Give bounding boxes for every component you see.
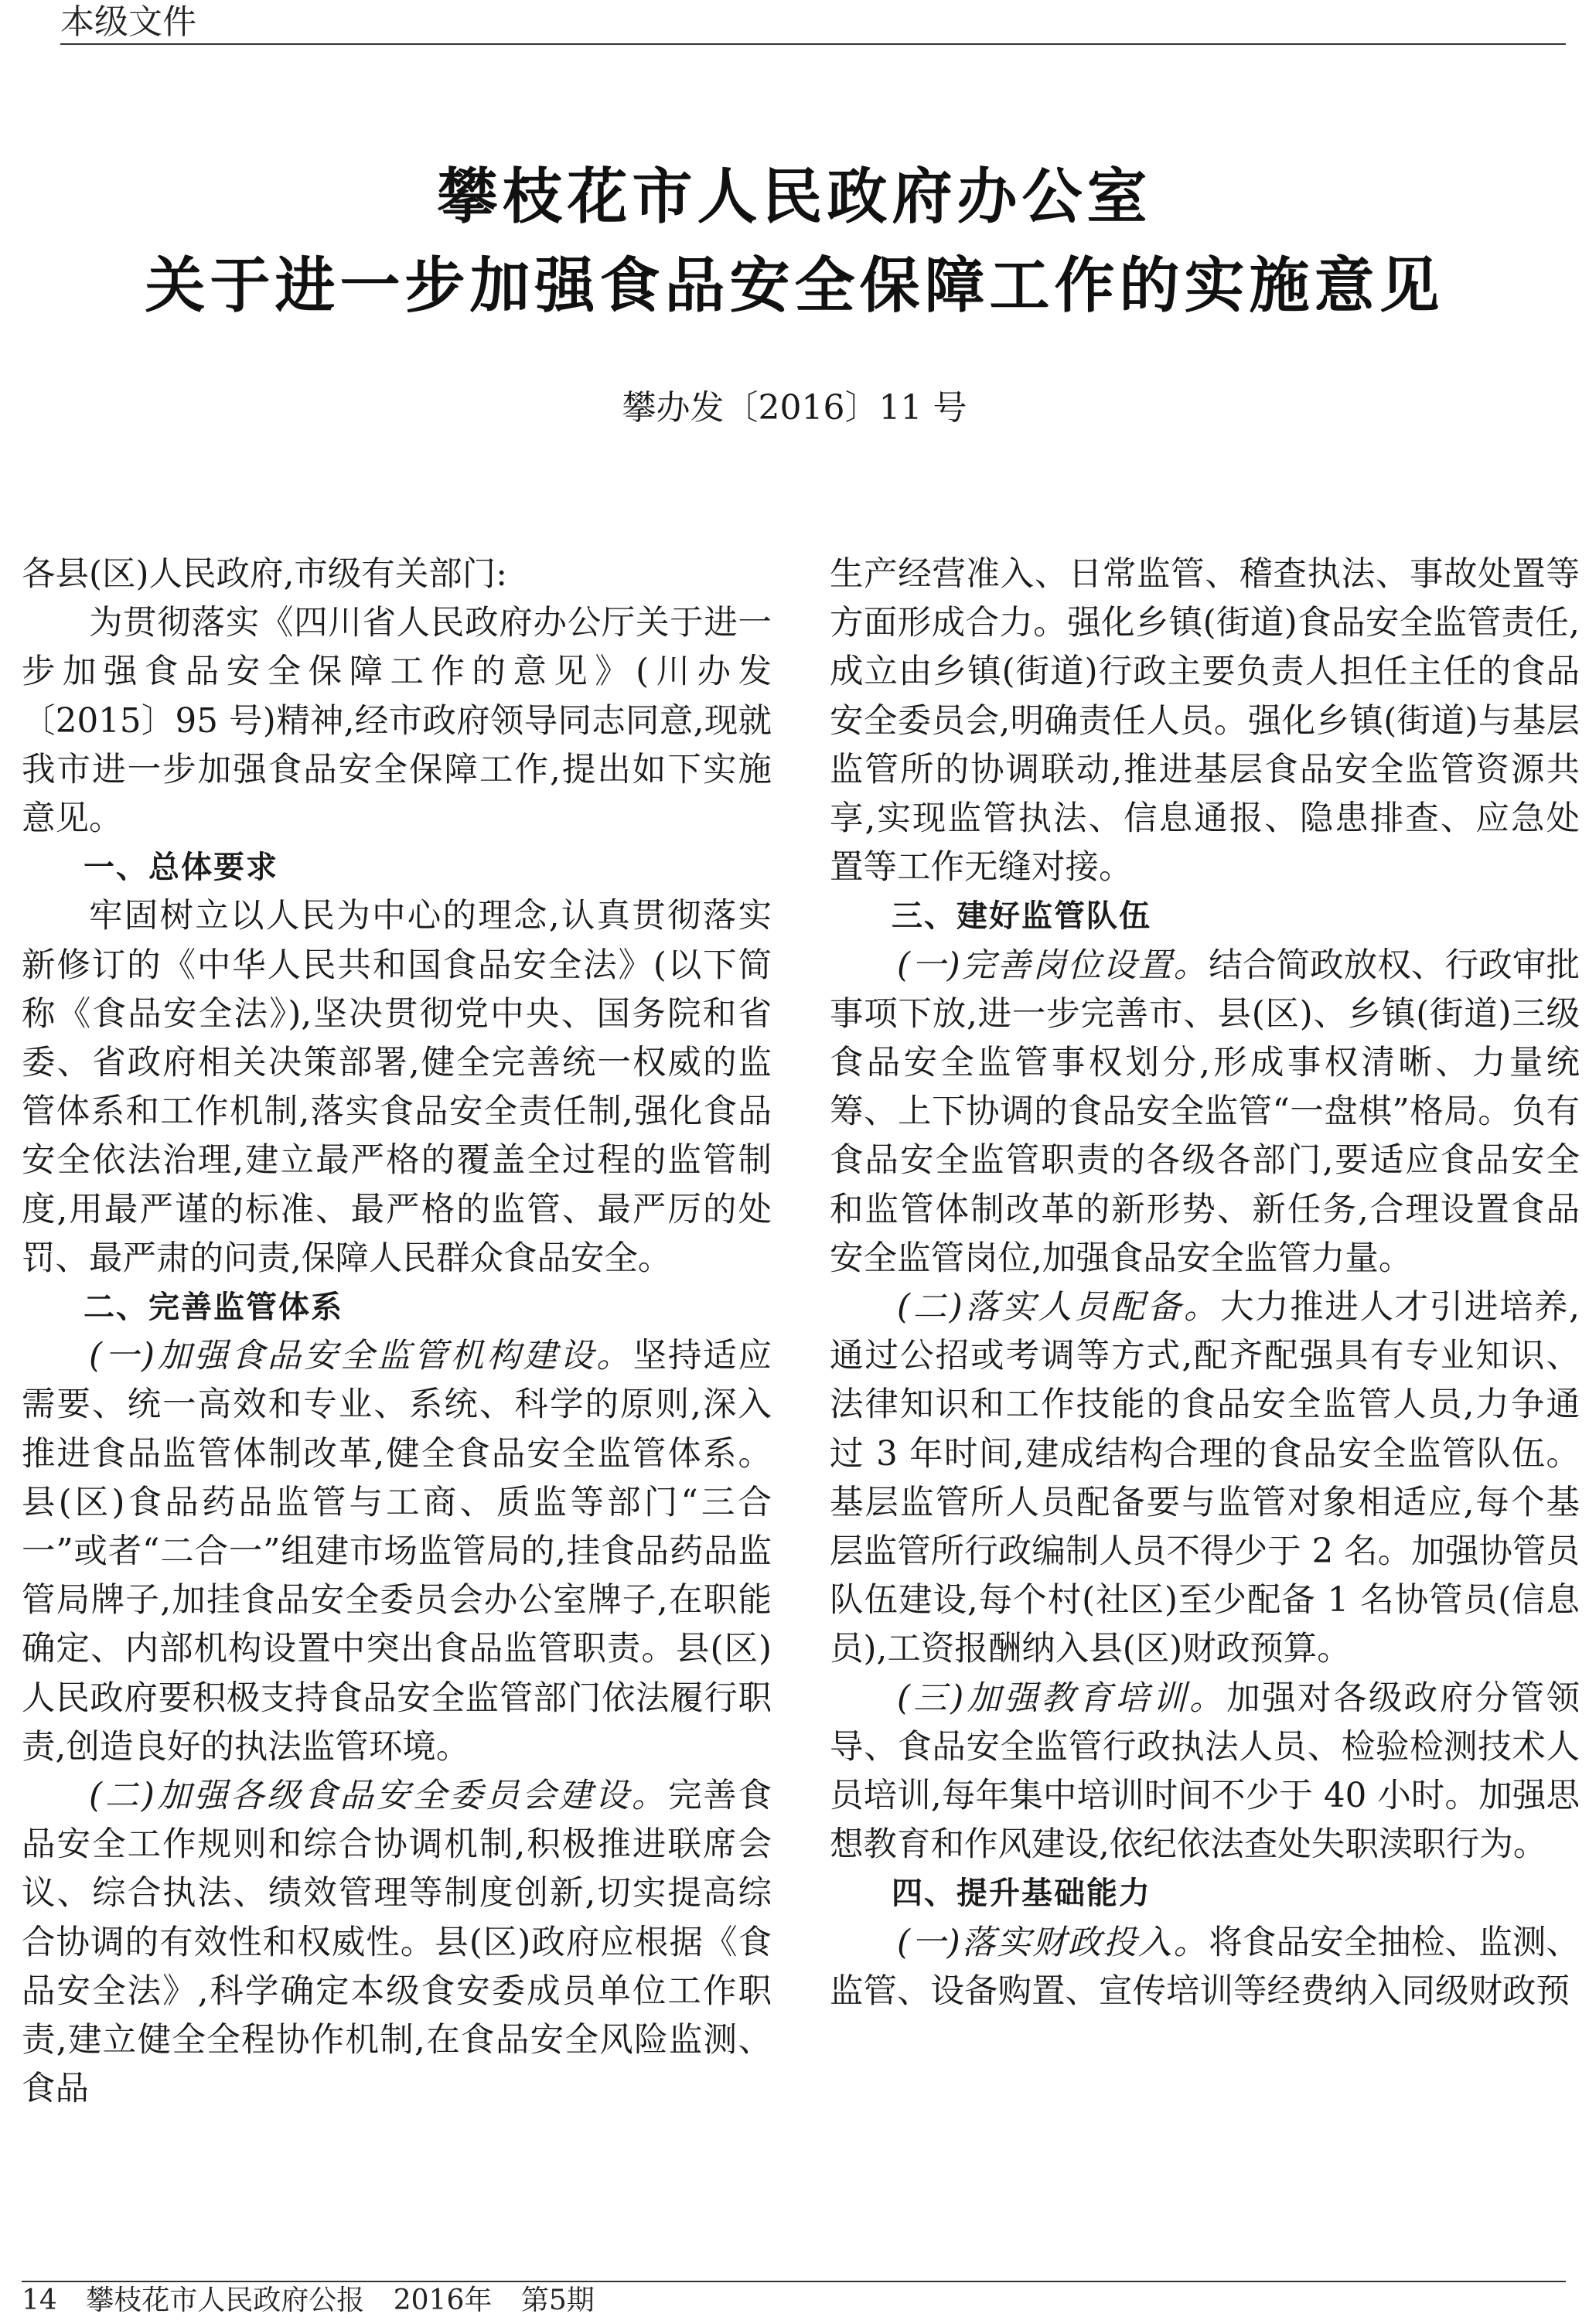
publication-name: 攀枝花市人民政府公报	[86, 2285, 365, 2316]
paragraph-training	[830, 1675, 1580, 1870]
text-committee-building: 完善食品安全工作规则和综合协调机制,积极推进联席会议、综合执法、绩效管理等制度创新,切实提高综合协调的有效性和权威性。县(区)政府应根据《食品安全法》,科学确定本级食安委成员单位工作职责,建立健全全程协作机制,在食品安全风险监测、食品	[22, 1777, 772, 2109]
subheading-training: (三)加强教育培训。	[897, 1678, 1227, 1718]
text-training: 加强对各级政府分管领导、食品安全监管行政执法人员、检验检测技术人员培训,每年集中培训时间不少于 40 小时。加强思想教育和作风建设,依纪依法查处失职渎职行为。	[830, 1678, 1580, 1865]
subheading-funding: (一)落实财政投入。	[897, 1923, 1209, 1962]
subheading-positions: (一)完善岗位设置。	[897, 946, 1209, 985]
heading-general-requirements: 一、总体要求	[84, 850, 278, 886]
paragraph-agency-building	[22, 1332, 772, 1772]
document-title-line2: 关于进一步加强食品安全保障工作的实施意见	[145, 250, 1444, 321]
document-number: 攀办发〔2016〕11 号	[622, 388, 967, 428]
paragraph-positions	[830, 942, 1580, 1283]
subheading-committee-building: (二)加强各级食品安全委员会建设。	[89, 1777, 669, 1816]
paragraph-committee-continued: 生产经营准入、日常监管、稽查执法、事故处置等方面形成合力。强化乡镇(街道)食品安全监管责任,成立由乡镇(街道)行政主要负责人担任主任的食品安全委员会,明确责任人员。强化乡镇(街道)与基层监管所的协调联动,推进基层食品安全监管资源共享,实现监管执法、信息通报、隐患排查、应急处置等工作无缝对接。	[830, 555, 1580, 888]
text-positions: 结合简政放权、行政审批事项下放,进一步完善市、县(区)、乡镇(街道)三级食品安全监管事权划分,形成事权清晰、力量统筹、上下协调的食品安全监管“一盘棋”格局。负有食品安全监管职责的各级各部门,要适应食品安全和监管体制改革的新形势、新任务,合理设置食品安全监管岗位,加强食品安全监管力量。	[830, 946, 1580, 1278]
text-funding: 将食品安全抽检、监测、监管、设备购置、宣传培训等经费纳入同级财政预	[830, 1923, 1580, 2011]
publication-issue: 第5期	[520, 2285, 595, 2316]
left-column	[22, 550, 772, 2114]
paragraph-general-requirements: 牢固树立以人民为中心的理念,认真贯彻落实新修订的《中华人民共和国食品安全法》(以下简称《食品安全法》),坚决贯彻党中央、国务院和省委、省政府相关决策部署,健全完善统一权威的监管体系和工作机制,落实食品安全责任制,强化食品安全依法治理,建立最严格的覆盖全过程的监管制度,用最严谨的标准、最严格的监管、最严厉的处罚、最严肃的问责,保障人民群众食品安全。	[22, 897, 772, 1278]
paragraph-funding	[830, 1919, 1580, 2016]
publication-year: 2016年	[393, 2285, 493, 2316]
intro-paragraph: 为贯彻落实《四川省人民政府办公厅关于进一步加强食品安全保障工作的意见》(川办发〔2015〕95 号)精神,经市政府领导同志同意,现就我市进一步加强食品安全保障工作,提出如下实施意见。	[22, 604, 772, 839]
text-staffing: 大力推进人才引进培养,通过公招或考调等方式,配齐配强具有专业知识、法律知识和工作技能的食品安全监管人员,力争通过 3 年时间,建成结构合理的食品安全监管队伍。基层监管所人员配备要与监管对象相适应,每个基层监管所行政编制人员不得少于 2 名。加强协管员队伍建设,每个村(社区)至少配备 1 名协管员(信息员),工资报酬纳入县(区)财政预算。	[830, 1288, 1580, 1669]
right-column	[830, 550, 1580, 2016]
page-footer	[22, 2281, 615, 2321]
header-divider	[60, 43, 1566, 45]
text-agency-building: 坚持适应需要、统一高效和专业、系统、科学的原则,深入推进食品监管体制改革,健全食品安全监管体系。县(区)食品药品监管与工商、质监等部门“三合一”或者“二合一”组建市场监管局的,挂食品药品监管局牌子,加挂食品安全委员会办公室牌子,在职能确定、内部机构设置中突出食品监管职责。县(区)人民政府要积极支持食品安全监管部门依法履行职责,创造良好的执法监管环境。	[22, 1337, 772, 1767]
paragraph-staffing	[830, 1283, 1580, 1675]
page-number: 14	[22, 2285, 57, 2316]
addressee: 各县(区)人民政府,市级有关部门:	[22, 555, 507, 594]
subheading-agency-building: (一)加强食品安全监管机构建设。	[89, 1337, 633, 1376]
document-title-line1: 攀枝花市人民政府办公室	[437, 162, 1152, 232]
heading-improve-system: 二、完善监管体系	[84, 1290, 343, 1326]
paragraph-committee-building	[22, 1772, 772, 2114]
section-label: 本级文件	[60, 2, 196, 42]
heading-basic-capacity: 四、提升基础能力	[892, 1876, 1151, 1912]
subheading-staffing: (二)落实人员配备。	[897, 1288, 1221, 1327]
heading-build-team: 三、建好监管队伍	[892, 898, 1151, 935]
